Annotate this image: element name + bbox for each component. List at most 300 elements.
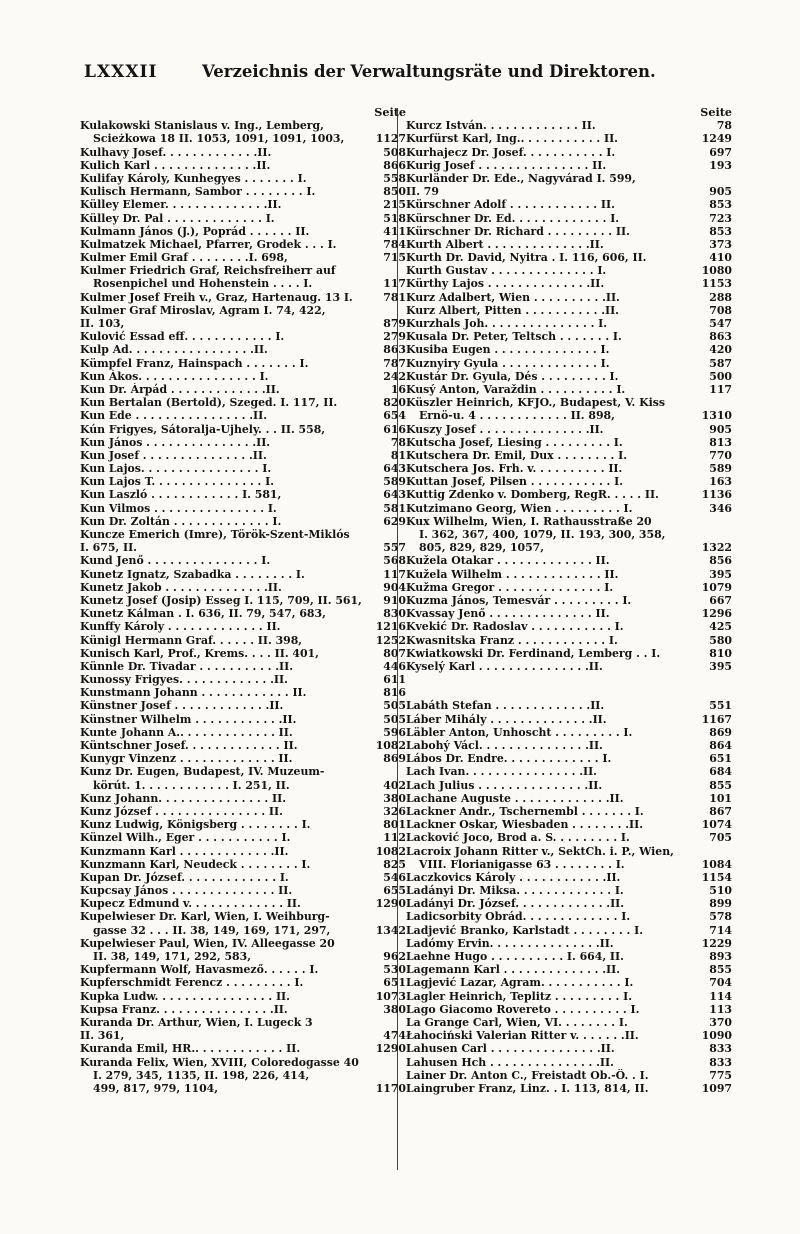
entry-text: Kyselý Karl . . . . . . . . . . . . . . .II. [406,659,603,673]
page-reference [368,910,406,923]
page-reference: 643 [383,488,406,502]
entry-text: Kun Vilmos . . . . . . . . . . . . . . . I. [80,501,277,515]
entry-line [406,937,732,950]
index-entry [406,568,732,581]
entry-text: Kund Jenő . . . . . . . . . . . . . . . I. [80,554,271,568]
entry-line [80,1056,406,1069]
entry-text: Kürthy Lajos . . . . . . . . . . . . . .II. [406,277,605,291]
entry-line [406,990,732,1003]
entry-line [80,1003,406,1016]
entry-line [80,792,406,805]
entry-text: Kupan Dr. József. . . . . . . . . . . . . I. [80,870,289,884]
index-entry [80,1016,406,1042]
entry-text: Kuranda Emil, HR.. . . . . . . . . . . . II. [80,1042,301,1056]
entry-line [80,607,406,620]
page-reference: 411 [383,224,406,238]
entry-line [406,660,732,673]
entry-text: Lagjević Lazar, Agram. . . . . . . . . . . I. [406,976,634,990]
page-reference: 910 [383,593,406,607]
entry-text: Łahociński Valerian Ritter v. . . . . . .II. [406,1029,639,1043]
page-reference: 558 [383,171,406,185]
page-reference: 589 [383,475,406,489]
entry-line [406,304,732,317]
page-reference: 611 [383,673,406,687]
index-entry [80,752,406,765]
index-entry [80,370,406,383]
index-entry [406,779,732,792]
entry-line [80,818,406,831]
entry-line [406,950,732,963]
index-entry [80,198,406,211]
index-entry [406,277,732,290]
index-entry [80,304,406,330]
entry-text: Rosenpichel und Hohenstein . . . . I. [93,277,313,291]
index-entry [406,699,732,712]
index-entry [80,475,406,488]
entry-line [80,568,406,581]
entry-line [406,277,732,290]
index-entry [406,634,732,647]
index-entry [406,317,732,330]
index-entry [406,172,732,198]
entry-line [406,581,732,594]
entry-line [406,488,732,501]
index-entry [80,396,406,409]
entry-line [80,765,406,778]
index-entry [80,264,406,290]
index-entry [80,423,406,436]
index-entry [80,251,406,264]
index-entry [406,304,732,317]
entry-text: Kunzmann Karl . . . . . . . . . . . . .II. [80,844,289,858]
index-entry [80,686,406,699]
entry-line [406,475,732,488]
entry-line [80,805,406,818]
index-entry [80,634,406,647]
index-entry [80,739,406,752]
entry-text: Künstner Wilhelm . . . . . . . . . . . .II. [80,712,297,726]
entry-line [406,792,732,805]
entry-line [80,159,406,172]
entry-line [80,924,406,937]
entry-line [80,515,406,528]
entry-line [80,185,406,198]
entry-line [80,554,406,567]
page-reference: 557 [383,541,406,555]
entry-line [406,198,732,211]
page-reference: 781 [383,290,406,304]
page-reference: 370 [709,1015,732,1029]
entry-line [406,212,732,225]
page-number: LXXXII [84,62,158,82]
index-entry [406,1056,732,1069]
index-entry [406,884,732,897]
page-reference: 1229 [701,936,732,950]
index-entry [406,1082,732,1095]
page-reference: 101 [709,791,732,805]
entry-line [80,673,406,686]
entry-text: Laingruber Franz, Linz. . I. 113, 814, II. [406,1081,649,1095]
index-entry [406,871,732,884]
page-reference: 1127 [375,132,406,146]
index-entry [80,660,406,673]
entry-text: Kurz Adalbert, Wien . . . . . . . . . .II. [406,290,620,304]
entry-line [406,515,732,528]
index-entry [80,647,406,660]
entry-text: Lagler Heinrich, Teplitz . . . . . . . . . I. [406,989,633,1003]
page-reference: 474 [383,1029,406,1043]
index-entry [80,699,406,712]
page-reference: 1080 [701,264,732,278]
index-entry [406,159,732,172]
entry-text: Kuranda Felix, Wien, XVIII, Coloredogasse 40 [80,1055,359,1069]
index-entry [80,462,406,475]
entry-line [80,990,406,1003]
index-entry [80,1056,406,1096]
entry-text: Kunetz Kálman . I. 636, II. 79, 547, 683, [80,607,326,621]
index-entry [80,528,406,554]
entry-line [80,343,406,356]
entry-line [80,370,406,383]
entry-text: Kunte Johann A.. . . . . . . . . . . . . II. [80,725,293,739]
entry-text: Kužma Gregor . . . . . . . . . . . . . . I. [406,580,614,594]
page-reference [368,304,406,317]
entry-text: Ladicsorbity Obrád. . . . . . . . . . . . . I. [406,910,631,924]
page-reference: 1154 [701,870,732,884]
entry-text: II. 361, [80,1029,125,1043]
entry-line [406,343,732,356]
entry-text: Kun Lajos. . . . . . . . . . . . . . . . I. [80,462,272,476]
entry-text: Kunygr Vinzenz . . . . . . . . . . . . . II. [80,752,293,766]
entry-text: Kümpfel Franz, Hainspach . . . . . . . I. [80,356,309,370]
entry-line [80,475,406,488]
entry-line [406,910,732,923]
entry-text: Kuncze Emerich (Imre), Török-Szent-Miklós [80,528,350,541]
page-reference: 587 [709,356,732,370]
entry-line [80,937,406,950]
index-entry [406,291,732,304]
entry-text: Lackner Andr., Tschernembl . . . . . . . I. [406,804,644,818]
page-reference: 518 [383,211,406,225]
entry-text: Läbler Anton, Unhoscht . . . . . . . . . I. [406,725,633,739]
entry-line [80,238,406,251]
entry-line [406,963,732,976]
entry-text: II. 38, 149, 171, 292, 583, [93,950,251,963]
index-entry [406,423,732,436]
entry-text: Kulisch Hermann, Sambor . . . . . . . . I. [80,185,316,199]
index-entry [406,594,732,607]
page-reference: 1074 [701,818,732,832]
index-entry [406,251,732,264]
entry-text: II. 79 [406,185,439,199]
entry-text: Kürschner Adolf . . . . . . . . . . . . II. [406,198,615,212]
entry-line [80,845,406,858]
entry-text: Kurth Dr. David, Nyitra . I. 116, 606, II. [406,251,647,265]
entry-line [406,897,732,910]
page-reference: 708 [709,303,732,317]
entry-line [80,713,406,726]
entry-text: Láber Mihály . . . . . . . . . . . . . .II. [406,712,607,726]
index-entry [406,897,732,910]
entry-text: I. 675, II. [80,541,137,555]
page-reference: 1153 [701,277,732,291]
index-entry [406,132,732,145]
entry-text: Ladányi Dr. József. . . . . . . . . . . . .II. [406,897,625,911]
page-reference: 869 [383,752,406,766]
index-entry [80,845,406,858]
page-reference: 81 [390,448,406,462]
entry-text: Kún Frigyes, Sátoralja-Ujhely. . . II. 558, [80,422,326,436]
page-reference: 616 [383,422,406,436]
entry-text: I. 362, 367, 400, 1079, II. 193, 300, 358, [419,528,666,541]
index-entry [80,818,406,831]
index-entry [406,831,732,844]
index-entry [406,383,732,396]
entry-text: Künzel Wilh., Eger . . . . . . . . . . . I. [80,831,291,845]
entry-text: Kulmer Josef Freih v., Graz, Hartenaug. 13 I. [80,290,353,304]
entry-line [406,831,732,844]
entry-line [80,963,406,976]
page-reference: 905 [709,422,732,436]
entry-text: Lackner Oskar, Wiesbaden . . . . . . . .II. [406,818,644,832]
entry-text: Kuzma János, Temesvár . . . . . . . . . I. [406,593,632,607]
entry-line [406,383,732,396]
entry-text: Kupcsay János . . . . . . . . . . . . . . II. [80,884,293,898]
entry-line [80,1016,406,1029]
left-column [80,106,406,1095]
index-entry [406,739,732,752]
index-entry [406,845,732,871]
page-reference: 1082 [375,844,406,858]
entry-line [406,423,732,436]
page-reference: 425 [709,620,732,634]
entry-line [80,779,406,792]
entry-text: Kusala Dr. Peter, Teltsch . . . . . . . I. [406,330,622,344]
index-entry [406,1003,732,1016]
entry-line [406,357,732,370]
entry-line [406,370,732,383]
page-reference: 850 [383,185,406,199]
index-entry [406,330,732,343]
entry-line [406,330,732,343]
page-reference [368,1056,406,1069]
entry-text: Kutscha Josef, Liesing . . . . . . . . . I. [406,435,623,449]
entry-text: Künigl Hermann Graf. . . . . . II. 398, [80,633,303,647]
index-entry [406,396,732,422]
page-reference: 853 [709,224,732,238]
entry-line [406,779,732,792]
page-reference [368,1016,406,1029]
entry-line [406,449,732,462]
entry-line [406,238,732,251]
index-entry [406,238,732,251]
entry-text: Kurth Albert . . . . . . . . . . . . . .II. [406,237,604,251]
entry-text: Kun Bertalan (Bertold), Szeged. I. 117, II. [80,396,338,410]
entry-text: 499, 817, 979, 1104, [93,1081,219,1095]
entry-line [80,528,406,541]
page-reference: 879 [383,317,406,330]
page-reference: 714 [709,923,732,937]
entry-text: Kunz Dr. Eugen, Budapest, IV. Muzeum- [80,765,325,779]
entry-text: Lagemann Karl . . . . . . . . . . . . . .II. [406,963,621,977]
page-reference: 395 [709,659,732,673]
entry-line [406,554,732,567]
entry-text: Kuszy Josef . . . . . . . . . . . . . . .II. [406,422,604,436]
entry-text: Kun Ákos. . . . . . . . . . . . . . . . I. [80,369,269,383]
page-reference: 667 [709,593,732,607]
entry-line [80,291,406,304]
entry-line [406,805,732,818]
entry-text: I. 279, 345, 1135, II. 198, 226, 414, [93,1068,310,1082]
index-entry [406,449,732,462]
entry-line [406,752,732,765]
entry-line [80,449,406,462]
index-entry [80,897,406,910]
entry-line [406,119,732,132]
index-entry [406,647,732,660]
entry-line [406,726,732,739]
page-reference: 117 [383,277,406,291]
entry-line [406,528,732,541]
entry-line [406,765,732,778]
index-entry [80,594,406,607]
index-entry [406,554,732,567]
entry-line [80,488,406,501]
entry-line [80,330,406,343]
page-reference: 1079 [701,580,732,594]
page-header [84,62,712,92]
index-entry [406,924,732,937]
page-reference: 770 [709,448,732,462]
entry-line [406,159,732,172]
seite-label: Seite [700,105,732,119]
page-reference: 547 [709,317,732,330]
entry-line [406,647,732,660]
page-reference [694,172,732,185]
page-reference: 697 [709,145,732,159]
index-entry [80,1042,406,1055]
index-entry [406,225,732,238]
entry-text: Kux Wilhelm, Wien, I. Rathausstraße 20 [406,514,652,528]
page-reference: 715 [383,251,406,265]
entry-text: Kun Laszló . . . . . . . . . . . . I. 581, [80,488,282,502]
page-reference: 629 [383,514,406,528]
page-reference: 279 [383,330,406,344]
index-entry [406,726,732,739]
page-reference: 867 [709,804,732,818]
index-entry [80,159,406,172]
index-entry [406,713,732,726]
entry-text: Kunffy Károly . . . . . . . . . . . . . II. [80,620,281,634]
index-entry [80,343,406,356]
page-reference: 905 [709,185,732,199]
entry-line [80,884,406,897]
page-reference: 863 [709,330,732,344]
entry-text: Kurcz István. . . . . . . . . . . . . II. [406,119,596,133]
page-reference: 1073 [375,989,406,1003]
entry-line [406,185,732,198]
entry-text: Laczkovics Károly . . . . . . . . . . . .II. [406,870,621,884]
index-entry [80,990,406,1003]
page-reference [368,765,406,778]
entry-text: Lach Ivan. . . . . . . . . . . . . . . .II. [406,765,597,779]
index-entry [406,963,732,976]
entry-text: Kunisch Karl, Prof., Krems. . . . II. 401, [80,646,319,660]
entry-line [80,739,406,752]
page-reference: 373 [709,237,732,251]
page-reference: 1342 [375,923,406,937]
entry-line [80,950,406,963]
entry-line [406,1069,732,1082]
entry-text: Kvassay Jenő . . . . . . . . . . . . . . II. [406,607,610,621]
page-reference: 1290 [375,897,406,911]
entry-text: Kulich Karl . . . . . . . . . . . . . .II. [80,158,271,172]
entry-text: Kupka Ludw. . . . . . . . . . . . . . . . II. [80,989,290,1003]
page-reference: 869 [709,725,732,739]
page-reference: 242 [383,369,406,383]
page-reference: 1167 [701,712,732,726]
page-reference: 510 [709,884,732,898]
entry-text: Künstner Josef . . . . . . . . . . . . .II. [80,699,284,713]
entry-text: Kulmatzek Michael, Pfarrer, Grodek . . . I. [80,237,337,251]
page-reference: 855 [709,778,732,792]
page-reference: 651 [709,752,732,766]
page-reference: 16 [390,382,406,396]
entry-text: Kužela Wilhelm . . . . . . . . . . . . . II. [406,567,619,581]
index-entry [80,119,406,145]
page-reference: 505 [383,712,406,726]
index-entry [80,568,406,581]
page-reference: 402 [383,778,406,792]
entry-text: Küntschner Josef. . . . . . . . . . . . . II. [80,739,298,752]
page-reference [694,528,732,541]
entry-line [406,146,732,159]
page-reference: 589 [709,462,732,476]
page-reference: 855 [709,963,732,977]
page-reference: 508 [383,145,406,159]
page-reference: 551 [709,699,732,713]
page-reference: 112 [383,831,406,845]
entry-line [80,462,406,475]
entry-text: Kuranda Dr. Arthur, Wien, I. Lugeck 3 [80,1015,313,1029]
entry-text: Kuttig Zdenko v. Domberg, RegR. . . . . II. [406,488,659,502]
index-entry [406,198,732,211]
entry-line [406,1056,732,1069]
entry-text: Kun János . . . . . . . . . . . . . . .II. [80,435,271,449]
index-entry [80,937,406,963]
entry-text: Kurfürst Karl, Ing.. . . . . . . . . . . II. [406,132,618,146]
entry-line [406,225,732,238]
index-entry [80,291,406,304]
page-reference: 446 [383,659,406,673]
page-reference: 78 [390,435,406,449]
entry-text: Kužela Otakar . . . . . . . . . . . . . II. [406,554,610,568]
entry-line [406,264,732,277]
index-entry [80,726,406,739]
entry-text: Kulmer Graf Miroslav, Agram I. 74, 422, [80,303,326,317]
entry-text: Kurig Josef . . . . . . . . . . . . . . . II. [406,158,607,172]
entry-text: Ladányi Dr. Miksa. . . . . . . . . . . . . I. [406,884,624,898]
entry-text: Ernö-u. 4 . . . . . . . . . . . . II. 898, [419,409,615,423]
page-reference: 833 [709,1055,732,1069]
index-entry [406,910,732,923]
page-reference [694,845,732,858]
page-reference: 117 [383,567,406,581]
page-reference: 810 [709,646,732,660]
index-entry [80,858,406,871]
entry-line [80,357,406,370]
entry-text: Kutschera Dr. Emil, Dux . . . . . . . . I. [406,448,628,462]
